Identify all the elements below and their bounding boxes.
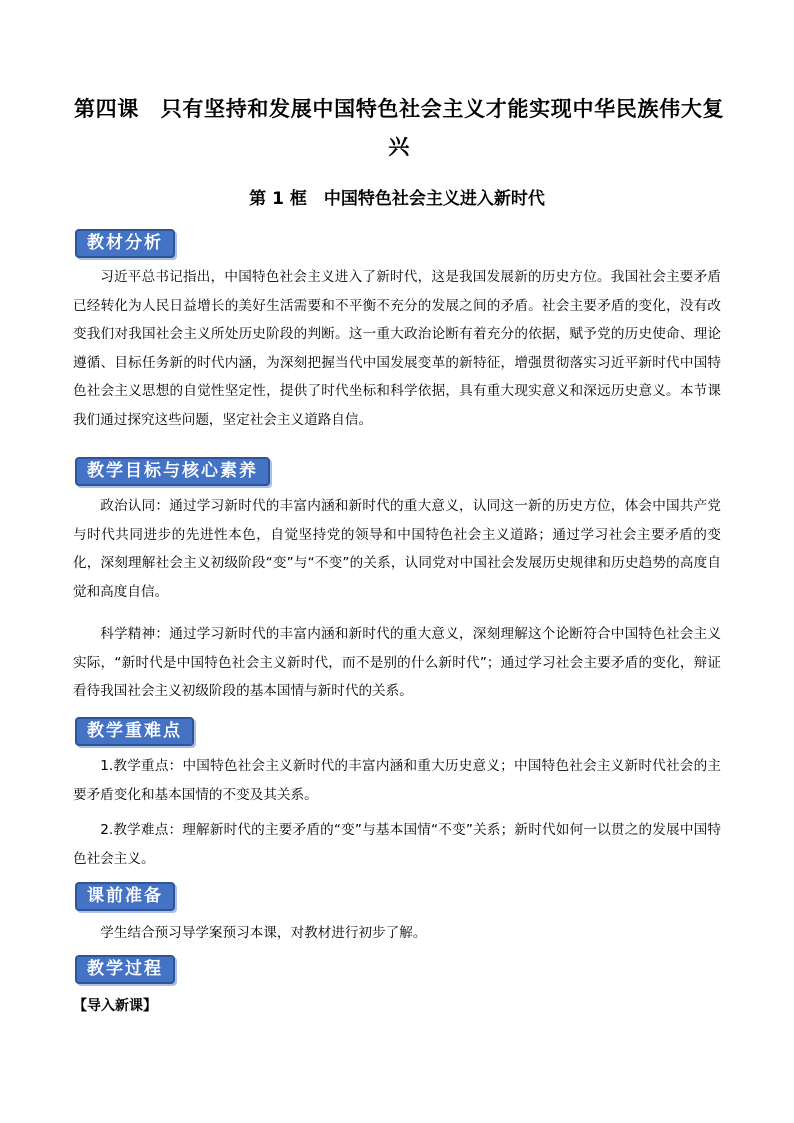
preparation-heading-badge: 课前准备 <box>75 882 175 911</box>
analysis-paragraph: 习近平总书记指出，中国特色社会主义进入了新时代，这是我国发展新的历史方位。我国社会主要矛盾已经转化为人民日益增长的美好生活需要和不平衡不充分的发展之间的矛盾。社会主要矛盾的变化，没有改变我们对我国社会主义所处历史阶段的判断。这一重大政治论断有着充分的依据，赋予党的历史使命、理论遵循、目标任务新的时代内涵，为深刻把握当代中国发展变革的新特征，增强贯彻落实习近平新时代中国特色社会主义思想的自觉性坚定性，提供了时代坐标和科学依据，具有重大现实意义和深远历史意义。本节课我们通过探究这些问题，坚定社会主义道路自信。 <box>73 269 721 428</box>
section-subtitle: 第 1 框 中国特色社会主义进入新时代 <box>249 189 545 209</box>
key-point-difficulty: 2.教学难点：理解新时代的主要矛盾的“变”与基本国情“不变”关系；新时代如何一以贯之的发展中国特色社会主义。 <box>73 822 721 867</box>
analysis-heading-badge: 教材分析 <box>75 229 175 258</box>
intro-new-lesson-label: 【导入新课】 <box>73 998 157 1014</box>
key-points-heading-badge: 教学重难点 <box>75 717 194 746</box>
lesson-title: 第四课 只有坚持和发展中国特色社会主义才能实现中华民族伟大复兴 <box>74 97 724 159</box>
goals-heading-badge: 教学目标与核心素养 <box>75 457 270 486</box>
preparation-paragraph: 学生结合预习导学案预习本课，对教材进行初步了解。 <box>100 925 427 941</box>
goals-paragraph-political: 政治认同：通过学习新时代的丰富内涵和新时代的重大意义，认同这一新的历史方位，体会中国共产党与时代共同进步的先进性本色，自觉坚持党的领导和中国特色社会主义道路；通过学习社会主要矛盾的变化，深刻理解社会主义初级阶段“变”与“不变”的关系，认同党对中国社会发展历史规律和历史趋势的高度自觉和高度自信。 <box>73 498 721 600</box>
key-point-focus: 1.教学重点：中国特色社会主义新时代的丰富内涵和重大历史意义；中国特色社会主义新时代社会的主要矛盾变化和基本国情的不变及其关系。 <box>73 758 721 803</box>
process-heading-badge: 教学过程 <box>75 955 175 984</box>
goals-paragraph-science: 科学精神：通过学习新时代的丰富内涵和新时代的重大意义，深刻理解这个论断符合中国特色社会主义实际，“新时代是中国特色社会主义新时代，而不是别的什么新时代”；通过学习社会主要矛盾的变化，辩证看待我国社会主义初级阶段的基本国情与新时代的关系。 <box>73 626 721 699</box>
